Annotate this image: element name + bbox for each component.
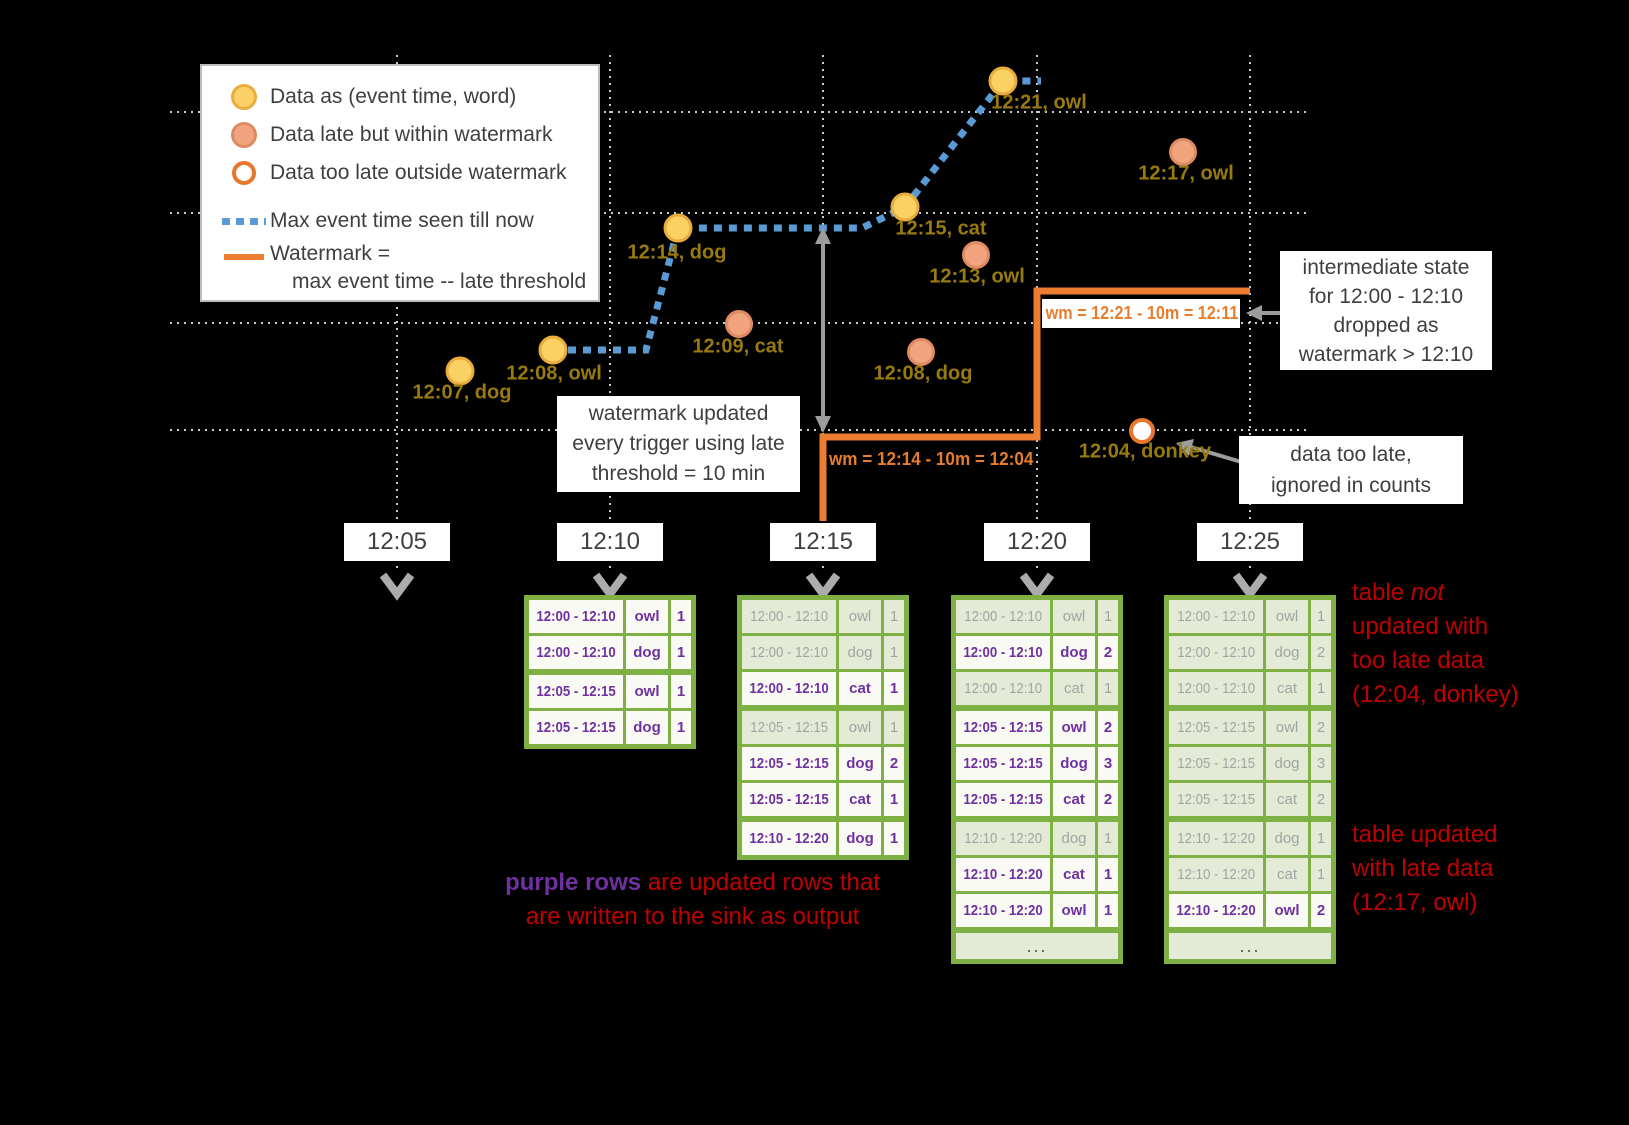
trigger-arrowhead-icon <box>1236 575 1264 594</box>
word-cell: owl <box>1266 711 1308 744</box>
window-cell <box>1169 858 1263 891</box>
trigger-arrowhead-icon <box>596 575 624 594</box>
window-text: 12:10 - 12:20 <box>1177 830 1255 847</box>
window-cell <box>1169 636 1263 669</box>
window-text: 12:10 - 12:20 <box>964 830 1042 847</box>
caption-line-2: are written to the sink as output <box>525 903 860 930</box>
word-cell: cat <box>1266 672 1308 705</box>
word-cell: dog <box>1266 747 1308 780</box>
legend <box>200 64 600 302</box>
word-cell: dog <box>626 636 668 669</box>
window-cell <box>1169 711 1263 744</box>
window-text: 12:05 - 12:15 <box>963 719 1043 736</box>
caption-purple-text: purple rows <box>505 869 642 896</box>
window-cell <box>1169 672 1263 705</box>
table-row <box>1169 747 1331 780</box>
window-text: 12:10 - 12:20 <box>1176 902 1256 919</box>
late-dot-icon <box>218 122 270 148</box>
arrow-left-icon <box>1246 305 1262 321</box>
count-cell: 1 <box>1311 600 1331 633</box>
table-row <box>956 783 1118 816</box>
window-text: 12:00 - 12:10 <box>1177 608 1255 625</box>
count-cell: 1 <box>884 672 904 705</box>
word-cell: dog <box>839 636 881 669</box>
legend-item-label: Max event time seen till now <box>270 209 534 232</box>
result-table-12-10 <box>524 595 696 749</box>
legend-item-label: Data late but within watermark <box>270 123 553 146</box>
note-line <box>1352 576 1519 610</box>
ontime-dot-icon <box>218 84 270 110</box>
time-tick-12-25: 12:25 <box>1197 523 1303 561</box>
word-cell: owl <box>1266 600 1308 633</box>
table-row <box>1169 636 1331 669</box>
window-text: 12:00 - 12:10 <box>750 608 828 625</box>
word-cell: dog <box>1053 636 1095 669</box>
watermark-label-2 <box>1042 299 1240 328</box>
result-table-12-15 <box>737 595 909 860</box>
count-cell: 1 <box>884 822 904 855</box>
table-row <box>956 600 1118 633</box>
legend-item <box>202 154 598 192</box>
count-cell: 1 <box>1098 858 1118 891</box>
word-cell: dog <box>1053 822 1095 855</box>
trigger-arrowhead-icon <box>383 575 411 594</box>
note-text: table <box>1352 579 1411 606</box>
window-text: 12:00 - 12:10 <box>1177 644 1255 661</box>
word-cell: owl <box>1053 894 1095 927</box>
note-line: (12:04, donkey) <box>1352 681 1519 708</box>
max-event-time-line-icon <box>222 218 266 225</box>
data-point-label: 12:17, owl <box>1138 162 1234 185</box>
result-table-12-20 <box>951 595 1123 964</box>
word-cell: cat <box>1053 783 1095 816</box>
time-tick-12-15: 12:15 <box>770 523 876 561</box>
count-cell: 2 <box>1311 783 1331 816</box>
data-point-12-08-owl <box>539 336 568 365</box>
count-cell: 1 <box>1098 672 1118 705</box>
caption-red-text-1: are updated rows that <box>641 869 880 896</box>
window-text: 12:00 - 12:10 <box>1177 680 1255 697</box>
count-cell: 2 <box>1311 894 1331 927</box>
data-point-label: 12:08, owl <box>506 362 602 385</box>
window-cell <box>742 672 836 705</box>
window-cell <box>742 747 836 780</box>
count-cell: 1 <box>1098 894 1118 927</box>
ellipsis-row: ... <box>956 933 1118 959</box>
table-row <box>1169 858 1331 891</box>
watermark-line-icon <box>218 242 270 272</box>
word-cell: cat <box>1266 783 1308 816</box>
annotation-watermark-updated <box>557 396 800 492</box>
trigger-arrowhead-icon <box>1023 575 1051 594</box>
table-row <box>956 672 1118 705</box>
count-cell: 1 <box>884 600 904 633</box>
window-cell <box>956 858 1050 891</box>
data-point-label: 12:04, donkey <box>1078 440 1212 463</box>
window-cell <box>1169 747 1263 780</box>
word-cell: owl <box>839 711 881 744</box>
window-cell <box>956 894 1050 927</box>
arrow-up-icon <box>815 227 831 244</box>
window-text: 12:00 - 12:10 <box>536 644 616 661</box>
table-row <box>742 600 904 633</box>
note-line: updated with <box>1352 613 1489 640</box>
window-cell <box>742 636 836 669</box>
word-cell: dog <box>626 711 668 744</box>
window-cell <box>529 711 623 744</box>
table-row <box>529 711 691 744</box>
table-row <box>1169 783 1331 816</box>
count-cell: 1 <box>1098 822 1118 855</box>
window-text: 12:00 - 12:10 <box>964 608 1042 625</box>
data-point-label: 12:13, owl <box>929 265 1025 288</box>
count-cell: 1 <box>671 600 691 633</box>
word-cell: dog <box>1266 822 1308 855</box>
window-cell <box>956 600 1050 633</box>
legend-item-label: Data as (event time, word) <box>270 85 517 108</box>
count-cell: 1 <box>884 636 904 669</box>
note-line: too late data <box>1352 647 1485 674</box>
count-cell: 2 <box>1311 711 1331 744</box>
watermark-line-icon <box>224 254 264 260</box>
legend-item <box>202 116 598 154</box>
window-text: 12:00 - 12:10 <box>964 680 1042 697</box>
word-cell: dog <box>1053 747 1095 780</box>
window-cell <box>529 600 623 633</box>
word-cell: dog <box>839 747 881 780</box>
word-cell: cat <box>1053 858 1095 891</box>
window-text: 12:05 - 12:15 <box>963 755 1043 772</box>
legend-watermark-text <box>270 242 586 294</box>
window-text: 12:00 - 12:10 <box>749 680 829 697</box>
note-line: (12:17, owl) <box>1352 889 1478 916</box>
count-cell: 1 <box>671 711 691 744</box>
word-cell: cat <box>1053 672 1095 705</box>
annotation-line: data too late, <box>1290 443 1412 466</box>
window-cell <box>742 783 836 816</box>
window-cell <box>529 675 623 708</box>
trigger-arrowhead-icon <box>809 575 837 594</box>
legend-item <box>202 242 598 294</box>
word-cell: dog <box>839 822 881 855</box>
word-cell: owl <box>626 600 668 633</box>
note-line: with late data <box>1352 855 1494 882</box>
table-row <box>1169 672 1331 705</box>
count-cell: 2 <box>1098 711 1118 744</box>
table-row <box>1169 600 1331 633</box>
watermark-label-1 <box>829 449 1044 470</box>
window-cell <box>956 783 1050 816</box>
window-text: 12:00 - 12:10 <box>750 644 828 661</box>
data-point-label: 12:21, owl <box>991 91 1087 114</box>
note-table-updated <box>1352 818 1497 920</box>
count-cell: 3 <box>1098 747 1118 780</box>
time-tick-12-20: 12:20 <box>984 523 1090 561</box>
note-italic-text: not <box>1410 579 1445 606</box>
legend-item <box>202 202 598 240</box>
table-row <box>742 822 904 855</box>
annotation-too-late <box>1239 436 1463 504</box>
table-row <box>956 894 1118 927</box>
word-cell: cat <box>839 783 881 816</box>
window-cell <box>1169 894 1263 927</box>
annotation-line: ignored in counts <box>1271 474 1431 497</box>
window-cell <box>956 636 1050 669</box>
table-row <box>529 636 691 669</box>
count-cell: 2 <box>1311 636 1331 669</box>
count-cell: 1 <box>1311 858 1331 891</box>
max-event-time-line-icon <box>218 218 270 225</box>
window-cell <box>956 747 1050 780</box>
window-text: 12:05 - 12:15 <box>1177 719 1255 736</box>
window-cell <box>1169 822 1263 855</box>
table-row <box>1169 894 1331 927</box>
word-cell: owl <box>1053 711 1095 744</box>
table-row <box>742 783 904 816</box>
data-point-label: 12:09, cat <box>692 335 784 358</box>
time-tick-12-05: 12:05 <box>344 523 450 561</box>
count-cell: 3 <box>1311 747 1331 780</box>
count-cell: 1 <box>884 783 904 816</box>
window-text: 12:05 - 12:15 <box>536 719 616 736</box>
time-tick-12-10: 12:10 <box>557 523 663 561</box>
ellipsis-row: ... <box>1169 933 1331 959</box>
window-cell <box>742 711 836 744</box>
window-cell <box>742 822 836 855</box>
table-row <box>956 822 1118 855</box>
count-cell: 2 <box>884 747 904 780</box>
table-row <box>1169 711 1331 744</box>
note-table-not-updated <box>1352 576 1519 712</box>
annotation-line: watermark > 12:10 <box>1298 343 1474 366</box>
ontime-dot-icon <box>231 84 257 110</box>
table-row <box>742 711 904 744</box>
caption-line-1 <box>470 866 915 900</box>
data-point-label: 12:15, cat <box>895 217 987 240</box>
window-cell <box>529 636 623 669</box>
word-cell: cat <box>1266 858 1308 891</box>
legend-item-label: Watermark = <box>270 242 390 265</box>
legend-item-sublabel: max event time -- late threshold <box>292 270 587 293</box>
window-text: 12:05 - 12:15 <box>750 719 828 736</box>
data-point-12-14-dog <box>664 214 693 243</box>
watermark-label-2-text: wm = 12:21 - 10m = 12:11 <box>1045 303 1239 323</box>
count-cell: 1 <box>671 636 691 669</box>
window-text: 12:10 - 12:20 <box>1177 866 1255 883</box>
word-cell: cat <box>839 672 881 705</box>
count-cell: 2 <box>1098 783 1118 816</box>
data-point-12-09-cat <box>725 310 753 338</box>
window-cell <box>742 600 836 633</box>
window-text: 12:05 - 12:15 <box>536 683 616 700</box>
watermark-label-1-text: wm = 12:14 - 10m = 12:04 <box>829 449 1034 469</box>
window-text: 12:05 - 12:15 <box>749 791 829 808</box>
word-cell: owl <box>839 600 881 633</box>
annotation-line: every trigger using late <box>572 432 785 455</box>
window-text: 12:10 - 12:20 <box>963 902 1043 919</box>
count-cell: 1 <box>1311 822 1331 855</box>
word-cell: owl <box>1053 600 1095 633</box>
window-cell <box>1169 600 1263 633</box>
annotation-line: for 12:00 - 12:10 <box>1308 285 1464 308</box>
annotation-line: dropped as <box>1333 314 1439 337</box>
late-dot-icon <box>231 122 257 148</box>
table-row <box>742 672 904 705</box>
window-cell <box>1169 783 1263 816</box>
window-text: 12:00 - 12:10 <box>963 644 1043 661</box>
window-text: 12:00 - 12:10 <box>536 608 616 625</box>
count-cell: 1 <box>884 711 904 744</box>
legend-item-label: Data too late outside watermark <box>270 161 567 184</box>
data-point-label: 12:14, dog <box>627 241 727 264</box>
window-text: 12:05 - 12:15 <box>749 755 829 772</box>
purple-rows-caption <box>470 866 915 934</box>
window-text: 12:05 - 12:15 <box>1177 791 1255 808</box>
annotation-line: watermark updated <box>588 402 769 425</box>
window-text: 12:05 - 12:15 <box>1177 755 1255 772</box>
window-cell <box>956 711 1050 744</box>
window-text: 12:10 - 12:20 <box>749 830 829 847</box>
count-cell: 1 <box>1098 600 1118 633</box>
count-cell: 2 <box>1098 636 1118 669</box>
note-line: table updated <box>1352 821 1498 848</box>
data-point-label: 12:08, dog <box>873 362 973 385</box>
legend-item <box>202 78 598 116</box>
word-cell: dog <box>1266 636 1308 669</box>
table-row <box>529 600 691 633</box>
table-row <box>956 858 1118 891</box>
toolate-dot-icon <box>232 161 256 185</box>
window-cell <box>956 672 1050 705</box>
table-row <box>956 636 1118 669</box>
max-event-time-line <box>553 81 1041 350</box>
count-cell: 1 <box>671 675 691 708</box>
table-row <box>1169 822 1331 855</box>
table-row <box>529 675 691 708</box>
word-cell: owl <box>1266 894 1308 927</box>
window-text: 12:05 - 12:15 <box>963 791 1043 808</box>
window-cell <box>956 822 1050 855</box>
toolate-dot-icon <box>218 161 270 185</box>
table-row <box>956 747 1118 780</box>
table-row <box>956 711 1118 744</box>
table-row <box>742 747 904 780</box>
annotation-line: threshold = 10 min <box>591 462 766 485</box>
annotation-intermediate-state <box>1280 251 1492 370</box>
window-text: 12:10 - 12:20 <box>963 866 1043 883</box>
table-row <box>742 636 904 669</box>
word-cell: owl <box>626 675 668 708</box>
count-cell: 1 <box>1311 672 1331 705</box>
annotation-line: intermediate state <box>1302 256 1470 279</box>
data-point-label: 12:07, dog <box>412 381 512 404</box>
result-table-12-25 <box>1164 595 1336 964</box>
